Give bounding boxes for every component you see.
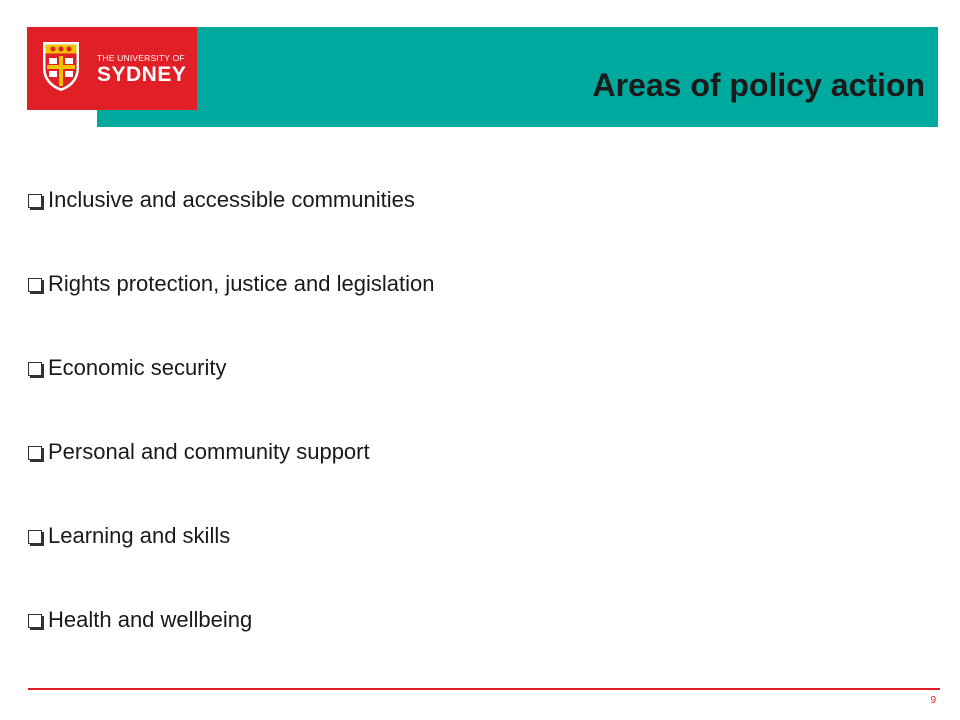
university-crest-icon	[41, 40, 81, 92]
bullet-text: Economic security	[48, 355, 227, 380]
checkbox-bullet-icon	[28, 362, 42, 376]
bullet-item	[28, 608, 434, 692]
checkbox-bullet-icon	[28, 194, 42, 208]
bullet-text: Learning and skills	[48, 523, 231, 548]
bullet-text: Health and wellbeing	[48, 607, 253, 632]
checkbox-bullet-icon	[28, 614, 42, 628]
logo-text-line2: SYDNEY	[97, 63, 187, 86]
page-number: 9	[930, 695, 936, 706]
footer-rule	[28, 688, 940, 690]
bullet-item	[28, 188, 434, 272]
checkbox-bullet-icon	[28, 278, 42, 292]
slide-title: Areas of policy action	[592, 67, 925, 103]
bullet-text: Personal and community support	[48, 439, 370, 464]
bullet-text: Inclusive and accessible communities	[48, 187, 415, 212]
bullet-item	[28, 356, 434, 440]
bullet-item	[28, 272, 434, 356]
bullet-item	[28, 440, 434, 524]
logo-text-line1: THE UNIVERSITY OF	[97, 53, 185, 63]
bullet-list	[28, 188, 434, 692]
checkbox-bullet-icon	[28, 530, 42, 544]
bullet-text: Rights protection, justice and legislation	[48, 271, 435, 296]
checkbox-bullet-icon	[28, 446, 42, 460]
bullet-item	[28, 524, 434, 608]
university-logo	[27, 27, 197, 110]
